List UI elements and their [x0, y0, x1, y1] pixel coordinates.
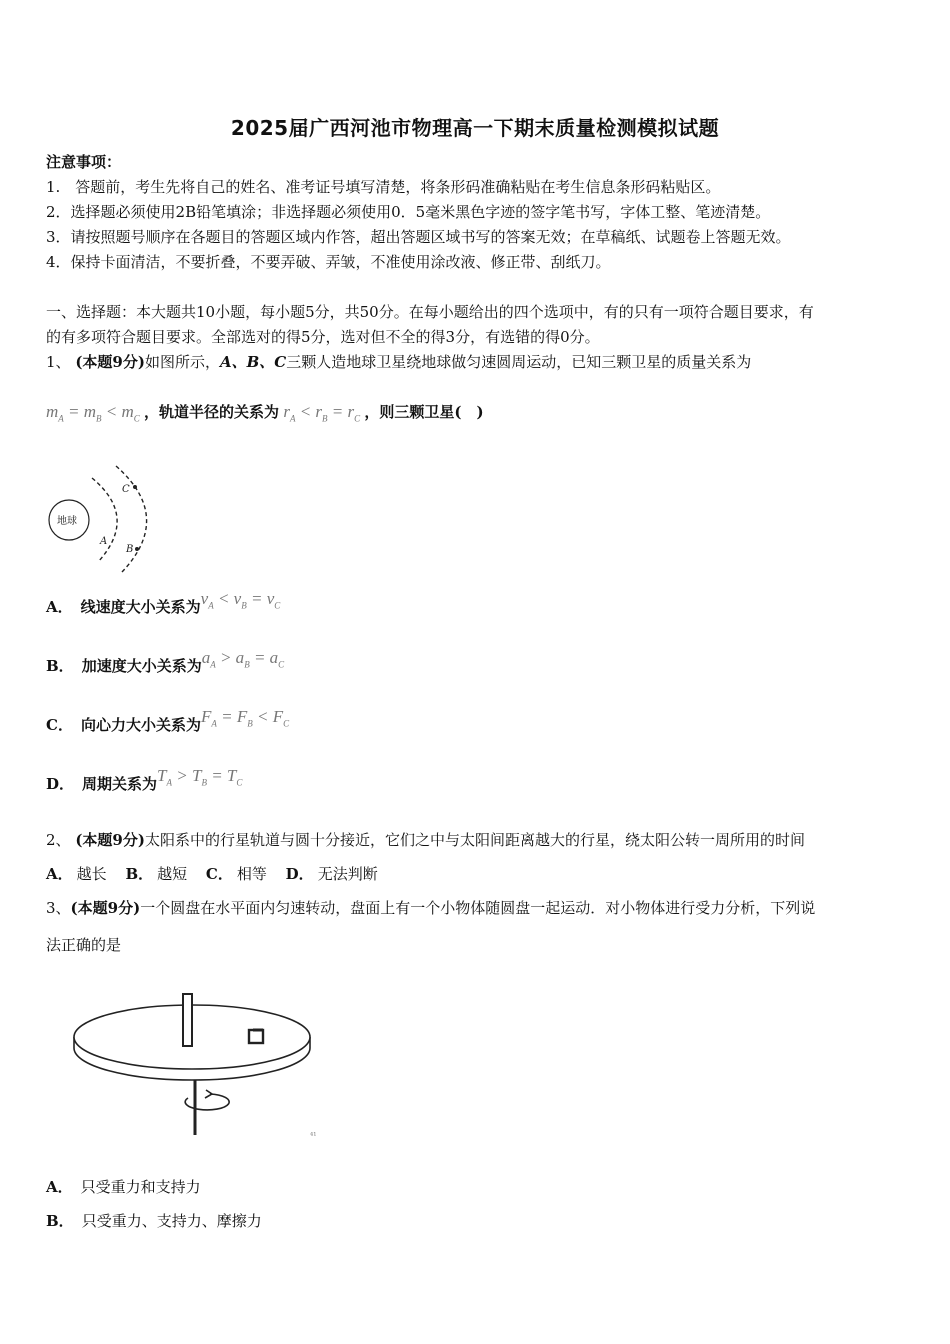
notice-item-4: 4．保持卡面清洁，不要折叠，不要弄破、弄皱，不准使用涂改液、修正带、刮纸刀。 — [46, 253, 611, 271]
option-label: C． — [46, 716, 73, 734]
q1-orbit-figure — [44, 462, 164, 578]
option-text: 只受重力、支持力、摩擦力 — [81, 1212, 262, 1230]
q2-option-d[interactable] — [286, 865, 378, 883]
rotation-arrowhead — [205, 1090, 212, 1098]
q1-satellites: A、B、C — [219, 353, 287, 371]
q3-stem-continued: 法正确的是 — [46, 936, 122, 954]
option-math: $v_A < v_B = v_C$ — [200, 589, 281, 611]
notice-item-3: 3．请按照题号顺序在各题目的答题区域内作答，超出答题区域书写的答案无效；在草稿纸、试题卷上答题无效。 — [46, 228, 791, 246]
q1-points: (本题9分) — [75, 353, 145, 371]
q1-option-a[interactable] — [46, 589, 281, 623]
q3-number: 3、 — [46, 899, 71, 917]
q2-options — [46, 864, 378, 884]
q3-disc-figure — [70, 990, 330, 1140]
option-text: 周期关系为 — [82, 775, 158, 793]
section1-intro-line2: 的有多项符合题目要求。全部选对的得5分，选对但不全的得3分，有选错的得0分。 — [46, 328, 600, 346]
q1-stem-a: 如图所示， — [144, 353, 220, 371]
option-text: 加速度大小关系为 — [81, 657, 202, 675]
q1-option-c[interactable] — [46, 707, 290, 741]
satellite-label-c: C — [122, 484, 130, 495]
q2-option-a[interactable] — [46, 865, 107, 883]
q1-number: 1、 — [46, 353, 71, 371]
q1-end-text: ，则三颗卫星( ) — [364, 403, 484, 421]
option-text: 向心力大小关系为 — [80, 716, 201, 734]
outer-orbit — [116, 466, 147, 572]
option-label: C． — [205, 865, 233, 883]
q1-mid-text: ，轨道半径的关系为 — [144, 403, 280, 421]
option-math: $T_A > T_B = T_C$ — [157, 766, 243, 788]
axle-upper — [183, 994, 192, 1046]
option-text: 相等 — [236, 865, 267, 883]
q3-stem — [46, 898, 815, 918]
q3-stem-a: 一个圆盘在水平面内匀速转动，盘面上有一个小物体随圆盘一起运动．对小物体进行受力分析，下列说 — [140, 899, 816, 917]
option-label: D． — [46, 775, 75, 793]
option-math: $a_A > a_B = a_C$ — [201, 648, 285, 670]
page-title: 2025届广西河池市物理高一下期末质量检测模拟试题 — [230, 116, 720, 140]
q1-radius-relation: $r_A < r_B = r_C$ — [283, 402, 361, 424]
earth-label: 地球 — [57, 516, 77, 527]
inner-orbit — [92, 478, 117, 562]
notice-item-1: 1. 答题前，考生先将自己的姓名、准考证号填写清楚，将条形码准确粘贴在考生信息条形码粘贴区。 — [46, 178, 721, 196]
q2-points: (本题9分) — [75, 831, 145, 849]
option-label: B． — [46, 1212, 74, 1230]
section1-intro-line1: 一、选择题：本大题共10小题，每小题5分，共50分。在每小题给出的四个选项中，有的只有一项符合题目要求，有 — [46, 303, 814, 321]
q3-points: (本题9分) — [70, 899, 141, 917]
option-text: 越短 — [157, 865, 188, 883]
q2-stem — [46, 830, 805, 850]
q2-option-c[interactable] — [206, 865, 267, 883]
q2-number: 2、 — [46, 831, 71, 849]
option-label: A． — [46, 865, 73, 883]
option-math: $F_A = F_B < F_C$ — [200, 707, 290, 729]
satellite-b-dot — [135, 547, 139, 551]
option-label: B． — [125, 865, 154, 883]
q3-option-b[interactable] — [46, 1211, 262, 1231]
q2-stem-text: 太阳系中的行星轨道与圆十分接近，它们之中与太阳间距离越大的行星，绕太阳公转一周所用的时间 — [144, 831, 805, 849]
figure-mark: ⁴¹ — [310, 1131, 317, 1140]
option-label: D． — [285, 865, 314, 883]
q1-relations — [46, 402, 484, 428]
q3-option-a[interactable] — [46, 1177, 201, 1197]
option-text: 只受重力和支持力 — [80, 1178, 201, 1196]
option-text: 线速度大小关系为 — [80, 598, 201, 616]
q1-mass-relation: $m_A = m_B < m_C$ — [46, 402, 140, 424]
q1-option-d[interactable] — [46, 766, 243, 800]
satellite-c-dot — [133, 485, 137, 489]
option-text: 无法判断 — [317, 865, 378, 883]
option-text: 越长 — [76, 865, 107, 883]
q1-stem — [46, 352, 751, 372]
small-block — [249, 1030, 263, 1043]
q1-option-b[interactable] — [46, 648, 285, 682]
notice-heading: 注意事项： — [46, 153, 122, 171]
option-label: A． — [46, 598, 73, 616]
satellite-label-a: A — [100, 536, 108, 547]
option-label: A． — [46, 1178, 73, 1196]
option-label: B． — [46, 657, 74, 675]
notice-item-2: 2．选择题必须使用2B铅笔填涂；非选择题必须使用0．5毫米黑色字迹的签字笔书写，字体工整、笔迹清楚。 — [46, 203, 771, 221]
satellite-label-b: B — [126, 544, 134, 555]
q2-option-b[interactable] — [125, 865, 187, 883]
q1-stem-b: 三颗人造地球卫星绕地球做匀速圆周运动，已知三颗卫星的质量关系为 — [286, 353, 752, 371]
